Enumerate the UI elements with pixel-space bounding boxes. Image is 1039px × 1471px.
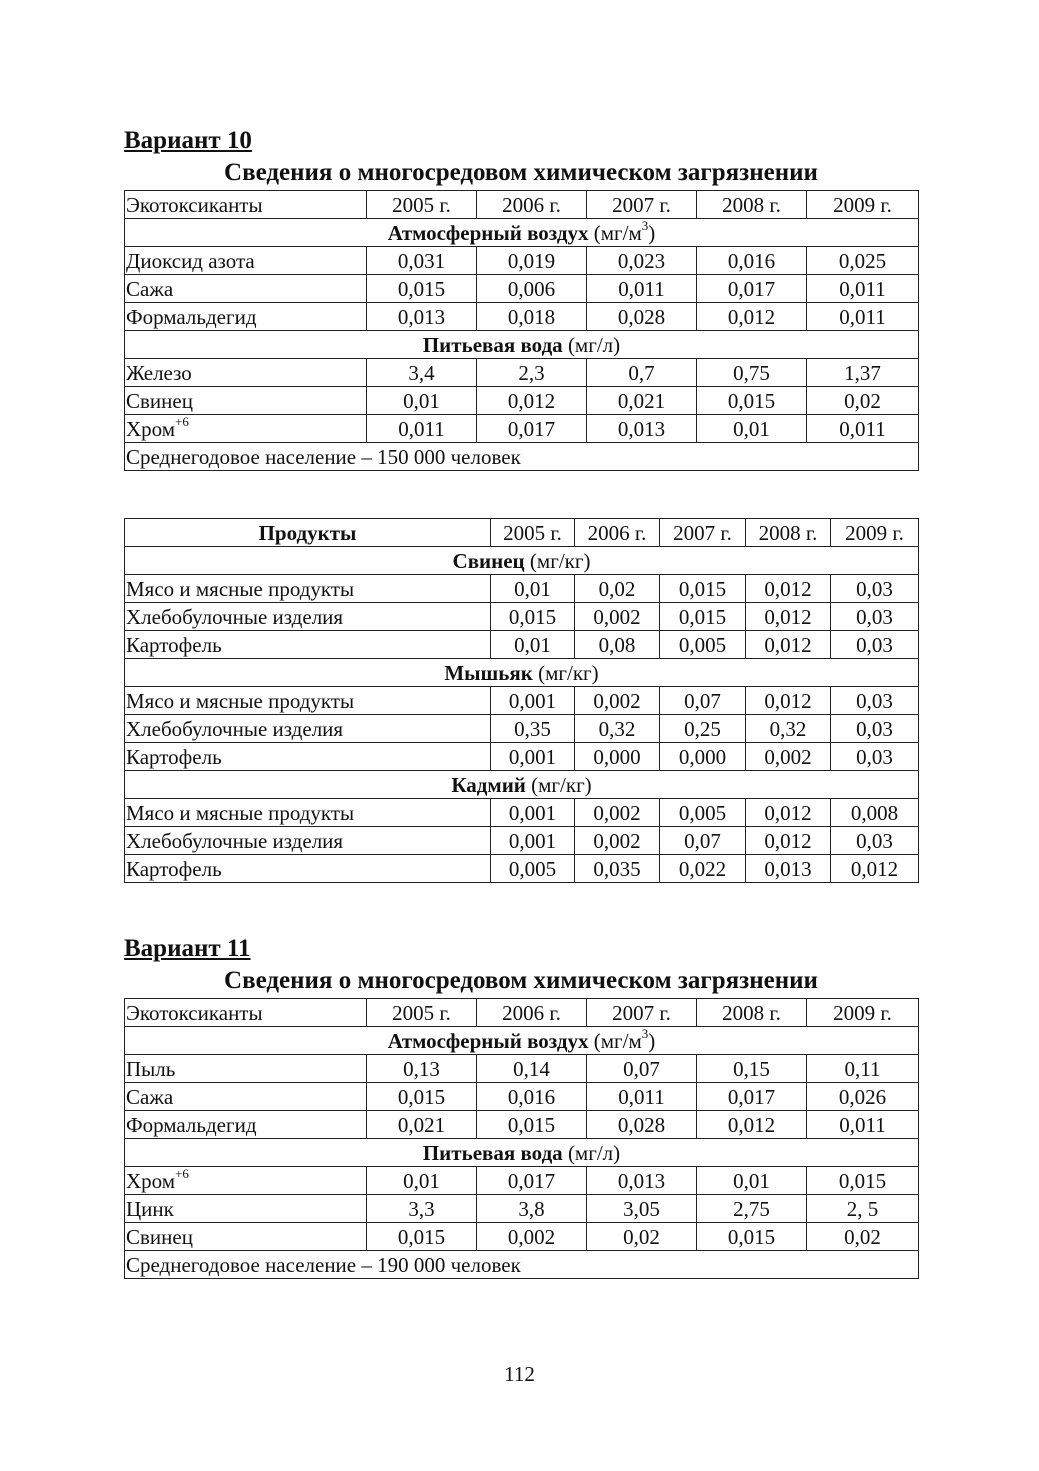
value-cell: 0,012 xyxy=(697,1111,807,1139)
header-cell: Продукты xyxy=(125,519,491,547)
group-unit: (мг/кг) xyxy=(538,660,599,685)
variant-10-subtitle: Сведения о многосредовом химическом загрязнении xyxy=(224,159,818,186)
value-cell: 0,012 xyxy=(746,631,831,659)
row-label: Железо xyxy=(125,359,367,387)
value-cell: 0,002 xyxy=(575,687,660,715)
value-cell: 0,008 xyxy=(831,799,919,827)
group-row xyxy=(125,219,919,247)
table-row xyxy=(125,1111,919,1139)
table-row xyxy=(125,1223,919,1251)
group-unit-sup: 3 xyxy=(641,1026,649,1041)
table-row xyxy=(125,631,919,659)
value-cell: 0,011 xyxy=(807,415,919,443)
group-unit-sup: 3 xyxy=(641,218,649,233)
table-row xyxy=(125,1167,919,1195)
table-row xyxy=(125,799,919,827)
group-row xyxy=(125,659,919,687)
value-cell: 0,015 xyxy=(807,1167,919,1195)
value-cell: 0,013 xyxy=(746,855,831,883)
header-cell: 2006 г. xyxy=(477,999,587,1027)
value-cell: 0,002 xyxy=(477,1223,587,1251)
value-cell: 0,75 xyxy=(697,359,807,387)
table-row xyxy=(125,387,919,415)
row-label: Свинец xyxy=(125,1223,367,1251)
header-cell: Экотоксиканты xyxy=(125,999,367,1027)
header-cell: 2005 г. xyxy=(367,999,477,1027)
variant-10-title: Вариант 10 xyxy=(124,127,252,154)
value-cell: 0,015 xyxy=(660,575,746,603)
header-cell: 2006 г. xyxy=(477,191,587,219)
value-cell: 0,011 xyxy=(807,303,919,331)
value-cell: 0,001 xyxy=(491,743,575,771)
value-cell: 0,03 xyxy=(831,687,919,715)
group-name: Свинец xyxy=(452,548,525,573)
value-cell: 0,011 xyxy=(367,415,477,443)
value-cell: 0,002 xyxy=(575,827,660,855)
value-cell: 0,025 xyxy=(807,247,919,275)
header-cell: 2009 г. xyxy=(831,519,919,547)
row-label-sup: +6 xyxy=(175,1166,189,1181)
value-cell: 0,015 xyxy=(367,1223,477,1251)
group-name: Питьевая вода xyxy=(422,332,563,357)
header-cell: Экотоксиканты xyxy=(125,191,367,219)
table-row xyxy=(125,827,919,855)
row-label: Цинк xyxy=(125,1195,367,1223)
table-header-row xyxy=(125,999,919,1027)
table-header-row xyxy=(125,191,919,219)
value-cell: 0,01 xyxy=(697,1167,807,1195)
variant-10-table xyxy=(124,190,919,471)
value-cell: 0,026 xyxy=(807,1083,919,1111)
row-label-sup: +6 xyxy=(175,414,189,429)
value-cell: 0,002 xyxy=(746,743,831,771)
table-row xyxy=(125,715,919,743)
table-row xyxy=(125,275,919,303)
value-cell: 3,3 xyxy=(367,1195,477,1223)
value-cell: 0,03 xyxy=(831,743,919,771)
header-cell: 2007 г. xyxy=(587,999,697,1027)
value-cell: 0,001 xyxy=(491,687,575,715)
value-cell: 0,07 xyxy=(660,687,746,715)
value-cell: 0,7 xyxy=(587,359,697,387)
value-cell: 0,006 xyxy=(477,275,587,303)
row-label: Картофель xyxy=(125,631,491,659)
value-cell: 0,07 xyxy=(660,827,746,855)
value-cell: 0,005 xyxy=(660,799,746,827)
row-label: Хлебобулочные изделия xyxy=(125,827,491,855)
group-name: Питьевая вода xyxy=(422,1140,563,1165)
value-cell: 0,013 xyxy=(587,1167,697,1195)
header-cell: 2008 г. xyxy=(697,999,807,1027)
value-cell: 3,05 xyxy=(587,1195,697,1223)
value-cell: 0,017 xyxy=(477,415,587,443)
value-cell: 0,02 xyxy=(587,1223,697,1251)
value-cell: 0,012 xyxy=(746,827,831,855)
header-cell: 2009 г. xyxy=(807,999,919,1027)
value-cell: 2,75 xyxy=(697,1195,807,1223)
group-cell xyxy=(125,659,919,687)
variant-11-subtitle: Сведения о многосредовом химическом загрязнении xyxy=(224,967,818,994)
value-cell: 0,021 xyxy=(587,387,697,415)
table-row xyxy=(125,1083,919,1111)
value-cell: 0,11 xyxy=(807,1055,919,1083)
table-row xyxy=(125,247,919,275)
group-row xyxy=(125,1139,919,1167)
value-cell: 0,001 xyxy=(491,827,575,855)
group-cell xyxy=(125,1027,919,1055)
group-unit-end: ) xyxy=(648,220,656,245)
value-cell: 0,015 xyxy=(660,603,746,631)
table-row xyxy=(125,415,919,443)
value-cell: 0,017 xyxy=(697,275,807,303)
value-cell: 0,015 xyxy=(697,1223,807,1251)
value-cell: 0,002 xyxy=(575,603,660,631)
value-cell: 0,005 xyxy=(491,855,575,883)
group-name: Атмосферный воздух xyxy=(387,220,589,245)
value-cell: 0,012 xyxy=(477,387,587,415)
value-cell: 2, 5 xyxy=(807,1195,919,1223)
value-cell: 0,02 xyxy=(807,387,919,415)
row-label: Сажа xyxy=(125,1083,367,1111)
value-cell: 0,012 xyxy=(746,603,831,631)
value-cell: 0,015 xyxy=(477,1111,587,1139)
value-cell: 0,32 xyxy=(575,715,660,743)
row-label: Формальдегид xyxy=(125,1111,367,1139)
value-cell: 0,03 xyxy=(831,631,919,659)
group-unit: (мг/м xyxy=(593,220,642,245)
variant-11-title: Вариант 11 xyxy=(124,935,251,962)
value-cell: 0,031 xyxy=(367,247,477,275)
group-unit: (мг/м xyxy=(593,1028,642,1053)
value-cell: 0,15 xyxy=(697,1055,807,1083)
table-row xyxy=(125,303,919,331)
group-cell xyxy=(125,219,919,247)
population-cell: Среднегодовое население – 190 000 человек xyxy=(125,1251,919,1279)
header-cell: 2008 г. xyxy=(697,191,807,219)
header-cell: 2005 г. xyxy=(367,191,477,219)
row-label: Пыль xyxy=(125,1055,367,1083)
group-name: Атмосферный воздух xyxy=(387,1028,589,1053)
row-label: Формальдегид xyxy=(125,303,367,331)
group-unit: (мг/кг) xyxy=(529,548,591,573)
table-row xyxy=(125,1195,919,1223)
group-cell xyxy=(125,331,919,359)
value-cell: 0,01 xyxy=(367,387,477,415)
products-table xyxy=(124,518,919,883)
value-cell: 0,000 xyxy=(660,743,746,771)
value-cell: 0,001 xyxy=(491,799,575,827)
value-cell: 0,016 xyxy=(477,1083,587,1111)
row-label xyxy=(125,1167,367,1195)
row-label: Мясо и мясные продукты xyxy=(125,687,491,715)
value-cell: 0,012 xyxy=(746,799,831,827)
header-cell: 2007 г. xyxy=(660,519,746,547)
table-row xyxy=(125,575,919,603)
value-cell: 3,4 xyxy=(367,359,477,387)
variant-11-table xyxy=(124,998,919,1279)
value-cell: 0,03 xyxy=(831,827,919,855)
value-cell: 0,07 xyxy=(587,1055,697,1083)
value-cell: 0,35 xyxy=(491,715,575,743)
table-header-row xyxy=(125,519,919,547)
row-label: Хлебобулочные изделия xyxy=(125,603,491,631)
group-cell xyxy=(125,1139,919,1167)
row-label: Сажа xyxy=(125,275,367,303)
value-cell: 0,012 xyxy=(831,855,919,883)
value-cell: 0,011 xyxy=(587,275,697,303)
value-cell: 0,03 xyxy=(831,715,919,743)
value-cell: 0,02 xyxy=(807,1223,919,1251)
group-name: Мышьяк xyxy=(444,660,533,685)
group-name: Кадмий xyxy=(451,772,526,797)
value-cell: 0,08 xyxy=(575,631,660,659)
value-cell: 0,011 xyxy=(807,275,919,303)
row-label xyxy=(125,415,367,443)
group-cell xyxy=(125,771,919,799)
value-cell: 1,37 xyxy=(807,359,919,387)
group-row xyxy=(125,1027,919,1055)
value-cell: 0,012 xyxy=(746,575,831,603)
value-cell: 0,015 xyxy=(491,603,575,631)
value-cell: 0,011 xyxy=(587,1083,697,1111)
value-cell: 0,028 xyxy=(587,1111,697,1139)
table-row xyxy=(125,855,919,883)
group-cell xyxy=(125,547,919,575)
row-label: Картофель xyxy=(125,743,491,771)
row-label-text: Хром xyxy=(126,416,176,441)
group-unit: (мг/кг) xyxy=(531,772,592,797)
value-cell: 0,013 xyxy=(367,303,477,331)
value-cell: 0,013 xyxy=(587,415,697,443)
value-cell: 0,002 xyxy=(575,799,660,827)
header-cell: 2005 г. xyxy=(491,519,575,547)
value-cell: 0,017 xyxy=(697,1083,807,1111)
population-row xyxy=(125,443,919,471)
value-cell: 0,01 xyxy=(367,1167,477,1195)
value-cell: 2,3 xyxy=(477,359,587,387)
group-unit-end: ) xyxy=(648,1028,656,1053)
value-cell: 0,01 xyxy=(491,575,575,603)
value-cell: 0,015 xyxy=(697,387,807,415)
page-number: 112 xyxy=(504,1362,535,1386)
value-cell: 0,028 xyxy=(587,303,697,331)
header-cell: 2008 г. xyxy=(746,519,831,547)
group-unit: (мг/л) xyxy=(567,332,621,357)
value-cell: 0,023 xyxy=(587,247,697,275)
value-cell: 0,000 xyxy=(575,743,660,771)
value-cell: 0,019 xyxy=(477,247,587,275)
value-cell: 0,015 xyxy=(367,1083,477,1111)
population-row xyxy=(125,1251,919,1279)
value-cell: 0,012 xyxy=(746,687,831,715)
value-cell: 0,01 xyxy=(697,415,807,443)
group-row xyxy=(125,331,919,359)
header-cell: 2009 г. xyxy=(807,191,919,219)
row-label: Диоксид азота xyxy=(125,247,367,275)
value-cell: 0,018 xyxy=(477,303,587,331)
row-label: Свинец xyxy=(125,387,367,415)
value-cell: 0,017 xyxy=(477,1167,587,1195)
header-cell: 2007 г. xyxy=(587,191,697,219)
value-cell: 0,021 xyxy=(367,1111,477,1139)
header-cell: 2006 г. xyxy=(575,519,660,547)
value-cell: 0,011 xyxy=(807,1111,919,1139)
table-row xyxy=(125,603,919,631)
value-cell: 0,32 xyxy=(746,715,831,743)
row-label-text: Хром xyxy=(126,1168,176,1193)
value-cell: 0,012 xyxy=(697,303,807,331)
value-cell: 0,015 xyxy=(367,275,477,303)
group-unit: (мг/л) xyxy=(567,1140,621,1165)
value-cell: 3,8 xyxy=(477,1195,587,1223)
value-cell: 0,03 xyxy=(831,603,919,631)
value-cell: 0,25 xyxy=(660,715,746,743)
group-row xyxy=(125,547,919,575)
table-row xyxy=(125,687,919,715)
value-cell: 0,022 xyxy=(660,855,746,883)
value-cell: 0,14 xyxy=(477,1055,587,1083)
value-cell: 0,03 xyxy=(831,575,919,603)
table-row xyxy=(125,743,919,771)
value-cell: 0,016 xyxy=(697,247,807,275)
population-cell: Среднегодовое население – 150 000 человек xyxy=(125,443,919,471)
row-label: Мясо и мясные продукты xyxy=(125,575,491,603)
table-row xyxy=(125,359,919,387)
value-cell: 0,02 xyxy=(575,575,660,603)
group-row xyxy=(125,771,919,799)
value-cell: 0,005 xyxy=(660,631,746,659)
table-row xyxy=(125,1055,919,1083)
row-label: Картофель xyxy=(125,855,491,883)
row-label: Мясо и мясные продукты xyxy=(125,799,491,827)
value-cell: 0,13 xyxy=(367,1055,477,1083)
value-cell: 0,035 xyxy=(575,855,660,883)
row-label: Хлебобулочные изделия xyxy=(125,715,491,743)
value-cell: 0,01 xyxy=(491,631,575,659)
